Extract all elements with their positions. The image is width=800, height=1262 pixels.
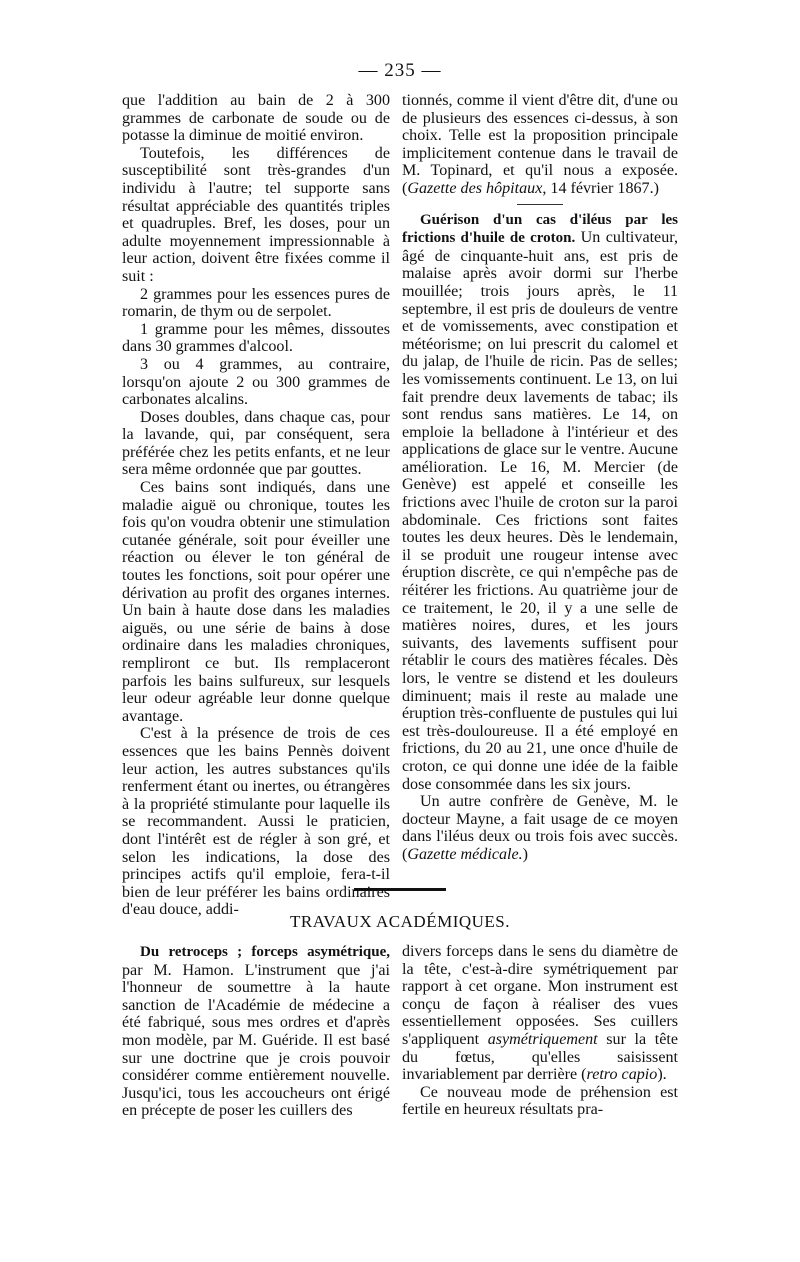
paragraph-text: Un cultivateur, âgé de cinquante-huit ans, est pris de malaise après avoir dormi sur l'herbe mouillée; trois jours après, le 11 septembre, il est pris de douleurs de ventre et de vomissements, avec constipation et météorisme; on lui prescrit du calomel et du jalap, de l'huile de ricin. Pas de selles; les vomissements continuent. Le 13, on lui fait prendre deux lavements de tabac; ils sont rendus sans matières. Le 14, on emploie la belladone à l'intérieur et des applications de glace sur le ventre. Aucune amélioration. Le 16, M. Mercier (de Genève) est appelé et conseille les frictions avec l'huile de croton sur la paroi abdominale. Ces frictions sont faites toutes les deux heures. Dès le lendemain, il se produit une rougeur intense avec éruption discrète, ce qui n'empêche pas de réitérer les frictions. Au quatrième jour de ce traitement, le 20, il y a une selle de matières noires, dures, et les jours suivants, des lavements suffisent pour rétablir le cours des matières fécales. Dès lors, le ventre se distend et les douleurs diminuent; mais il reste au malade une éruption très-confluente de pustules qui lui est très-douloureuse. Il a été employé en frictions, du 20 au 21, une once d'huile de croton, ce qui donne une idée de la faible dose consommée dans les six jours. [402,229,678,793]
article-heading: Guérison d'un cas d'iléus par les frictions d'huile de croton. [402,211,678,247]
paragraph: 2 grammes pour les essences pures de romarin, de thym ou de serpolet. [122,285,390,321]
paragraph-text: tionnés, comme il vient d'être dit, d'une ou de plusieurs des essences ci-dessus, à son choix. Telle est la proposition principale implicitement contenue dans le travail de M. Topinard, et qu'il nous a exposée. ( [402,92,678,197]
article-heading: Du retroceps ; forceps asymétrique, [140,944,390,960]
paragraph-text: sur la tête du fœtus, qu'elles saisissent invariablement par derrière ( [402,1030,678,1084]
paragraph-text: ) [522,845,529,863]
section-title: TRAVAUX ACADÉMIQUES. [289,912,510,931]
paragraph: C'est à la présence de trois de ces essences que les bains Pennès doivent leur action, les autres substances qu'ils renferment étant ou inertes, ou étrangères à la propriété stimulante pour laquelle ils se recommandent. Aussi le praticien, dont l'intérêt est de régler à son gré, et selon les indications, la dose des principes actifs qu'il emploie, fera-t-il bien de leur préférer les bains ordinaires d'eau douce, addi- [122,725,390,919]
right-column [402,92,678,864]
paragraph: 3 ou 4 grammes, au contraire, lorsqu'on ajoute 2 ou 300 grammes de carbonates alcalins. [122,355,390,409]
bottom-left-column [122,943,390,1120]
emphasis: asymétriquement [487,1030,598,1048]
citation: Gazette des hôpitaux [407,179,543,197]
paragraph [402,943,678,1084]
article-paragraph [402,211,678,794]
paragraph: Ces bains sont indiqués, dans une maladie aiguë ou chronique, toutes les fois qu'on voudra obtenir une stimulation cutanée générale, soit pour éveiller une réaction ou élever le ton général de toutes les fonctions, soit pour opérer une dérivation au profit des organes internes. Un bain à haute dose dans les maladies aiguës, ou une série de bains à dose ordinaire dans les maladies chroniques, rempliront ce but. Ils remplaceront parfois les bains sulfureux, sur lesquels leur odeur agréable leur donne quelque avantage. [122,479,390,725]
section-divider [354,888,446,891]
paragraph: 1 gramme pour les mêmes, dissoutes dans 30 grammes d'alcool. [122,320,390,356]
paragraph: Doses doubles, dans chaque cas, pour la lavande, qui, par conséquent, sera préférée chez les petits enfants, et ne leur sera même ordonnée que par gouttes. [122,408,390,479]
paragraph [402,793,678,863]
paragraph: Toutefois, les différences de susceptibilité sont très-grandes d'un individu à l'autre; tel supporte sans résultat appréciable des quantités triples et quadruples. Bref, les doses, pour un adulte moyennement impressionnable à leur action, doivent être fixées comme il suit : [122,144,390,285]
paragraph-text: ). [657,1066,667,1084]
article-paragraph [122,943,390,1120]
paragraph-text: , 14 février 1867.) [542,179,659,197]
paragraph: que l'addition au bain de 2 à 300 grammes de carbonate de soude ou de potasse la diminue de moitié environ. [122,92,390,145]
paragraph-text: Un autre confrère de Genève, M. le docteur Mayne, a fait usage de ce moyen dans l'iléus deux ou trois fois avec succès. ( [402,793,678,863]
bottom-right-column [402,943,678,1119]
paragraph [402,92,678,198]
paragraph: Ce nouveau mode de préhension est fertile en heureux résultats pra- [402,1083,678,1119]
article-divider [517,204,563,205]
page-number: — 235 — [358,60,442,81]
paragraph-text: par M. Hamon. L'instrument que j'ai l'honneur de soumettre à la haute sanction de l'Académie de médecine a été fabriqué, sous mes ordres et d'après mon modèle, par M. Guéride. Il est basé sur une doctrine que je crois pouvoir considérer comme entièrement nouvelle. Jusqu'ici, tous les accoucheurs ont érigé en précepte de poser les cuillers des [122,961,390,1120]
left-column [122,92,390,919]
citation: Gazette médicale. [407,845,523,863]
paragraph-text: divers forceps dans le sens du diamètre de la tête, c'est-à-dire symétriquement par rapport à cet organe. Mon instrument est conçu de façon à réaliser des vues essentiellement opposées. Ses cuillers s'appliquent [402,943,678,1048]
emphasis: retro capio [586,1066,658,1084]
